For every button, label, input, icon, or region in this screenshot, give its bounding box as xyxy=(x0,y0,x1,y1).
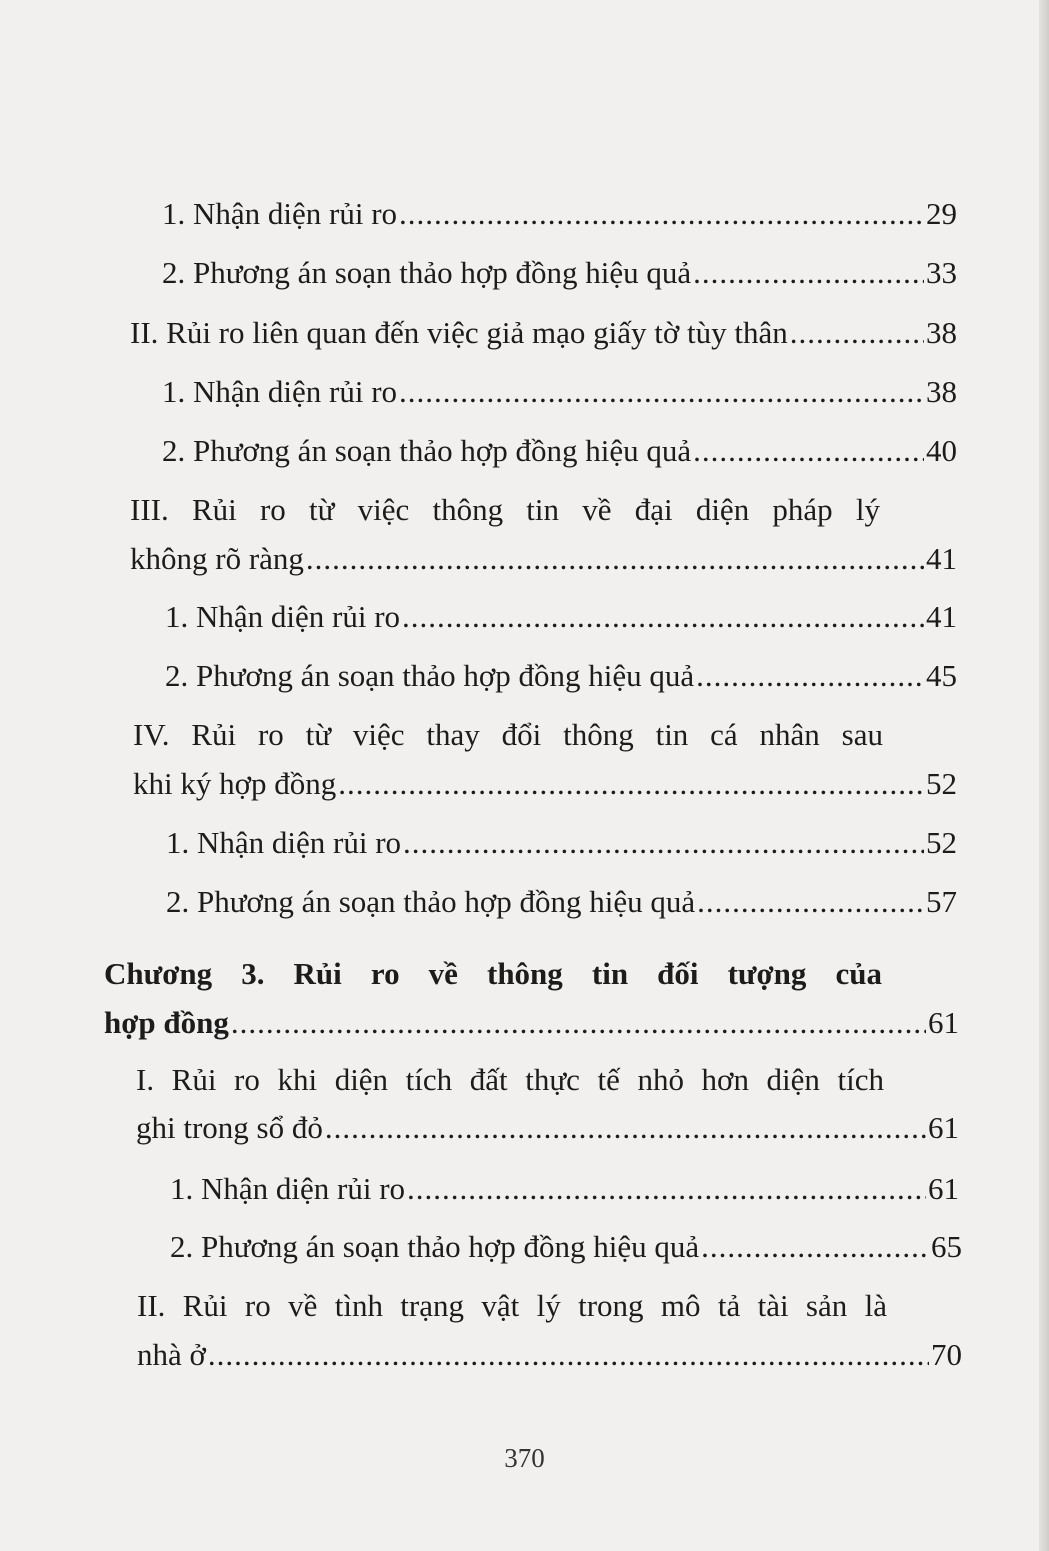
toc-entry xyxy=(170,1230,962,1264)
toc-entry-page: 61 xyxy=(928,1171,959,1206)
toc-entry xyxy=(130,316,957,350)
dot-leader xyxy=(403,826,924,860)
toc-entry-title: 1. Nhận diện rủi ro xyxy=(162,196,398,231)
toc-entry-page: 52 xyxy=(926,825,957,860)
toc-entry-title: 2. Phương án soạn thảo hợp đồng hiệu quả xyxy=(165,658,695,693)
dot-leader xyxy=(407,1172,926,1206)
toc-entry-title: II. Rủi ro liên quan đến việc giả mạo giấy tờ tùy thân xyxy=(130,315,788,350)
toc-entry-page: 38 xyxy=(926,374,957,409)
toc-entry-page: 70 xyxy=(931,1337,962,1372)
toc-entry xyxy=(136,1063,959,1145)
toc-entry-title: 1. Nhận diện rủi ro xyxy=(166,825,402,860)
toc-entry-page: 45 xyxy=(926,658,957,693)
toc-entry xyxy=(162,434,957,468)
toc-entry xyxy=(162,197,957,231)
toc-entry-page: 52 xyxy=(926,766,957,801)
dot-leader xyxy=(696,659,924,693)
toc-entry xyxy=(137,1289,962,1372)
toc-entry-title: 1. Nhận diện rủi ro xyxy=(170,1171,406,1206)
chapter-title-cont: hợp đồng xyxy=(104,1005,229,1040)
toc-entry-page: 61 xyxy=(928,1005,959,1040)
toc-entry-title-cont: nhà ở xyxy=(137,1337,206,1372)
dot-leader xyxy=(693,256,924,290)
page-number: 370 xyxy=(504,1443,545,1473)
toc-entry-page: 38 xyxy=(926,315,957,350)
dot-leader xyxy=(338,767,924,801)
toc-entry-title: 2. Phương án soạn thảo hợp đồng hiệu quả xyxy=(170,1229,700,1264)
toc-entry-page: 41 xyxy=(926,599,957,634)
dot-leader xyxy=(790,316,924,350)
toc-entry-page: 65 xyxy=(931,1229,962,1264)
toc-entry-title-cont: khi ký hợp đồng xyxy=(133,766,337,801)
toc-entry xyxy=(165,659,957,693)
page-edge-shadow xyxy=(1039,0,1049,1551)
toc-entry-title: 2. Phương án soạn thảo hợp đồng hiệu quả xyxy=(162,255,692,290)
toc-entry-page: 29 xyxy=(926,196,957,231)
toc-entry-page: 40 xyxy=(926,433,957,468)
chapter-title: Chương 3. Rủi ro về thông tin đối tượng của xyxy=(104,956,882,991)
toc-chapter-entry xyxy=(104,957,959,1040)
toc-entry xyxy=(133,718,957,801)
toc-entry-page: 61 xyxy=(928,1110,959,1145)
dot-leader xyxy=(208,1338,929,1372)
toc-entry xyxy=(130,493,957,576)
dot-leader xyxy=(402,600,924,634)
dot-leader xyxy=(399,197,924,231)
dot-leader xyxy=(306,542,924,576)
dot-leader xyxy=(399,375,924,409)
toc-entry xyxy=(165,600,957,634)
dot-leader xyxy=(231,1006,926,1040)
toc-entry-title: I. Rủi ro khi diện tích đất thực tế nhỏ hơn diện tích xyxy=(136,1062,884,1097)
toc-entry xyxy=(166,885,957,919)
toc-entry-title: III. Rủi ro từ việc thông tin về đại diện pháp lý xyxy=(130,492,880,527)
toc-entry-page: 41 xyxy=(926,541,957,576)
toc-entry-title: 1. Nhận diện rủi ro xyxy=(162,374,398,409)
toc-entry-title-cont: ghi trong sổ đỏ xyxy=(136,1110,323,1145)
toc-entry xyxy=(162,375,957,409)
dot-leader xyxy=(325,1111,926,1145)
toc-entry-title: IV. Rủi ro từ việc thay đổi thông tin cá nhân sau xyxy=(133,717,883,752)
toc-entry xyxy=(170,1172,959,1206)
toc-entry-title-cont: không rõ ràng xyxy=(130,541,304,576)
toc-entry xyxy=(166,826,957,860)
dot-leader xyxy=(701,1230,929,1264)
toc-entry-page: 57 xyxy=(926,884,957,919)
toc-entry-title: 2. Phương án soạn thảo hợp đồng hiệu quả xyxy=(162,433,692,468)
toc-entry-page: 33 xyxy=(926,255,957,290)
toc-entry xyxy=(162,256,957,290)
toc-entry-title: 1. Nhận diện rủi ro xyxy=(165,599,401,634)
dot-leader xyxy=(693,434,924,468)
dot-leader xyxy=(697,885,924,919)
toc-entry-title: II. Rủi ro về tình trạng vật lý trong mô tả tài sản là xyxy=(137,1288,887,1323)
toc-entry-title: 2. Phương án soạn thảo hợp đồng hiệu quả xyxy=(166,884,696,919)
